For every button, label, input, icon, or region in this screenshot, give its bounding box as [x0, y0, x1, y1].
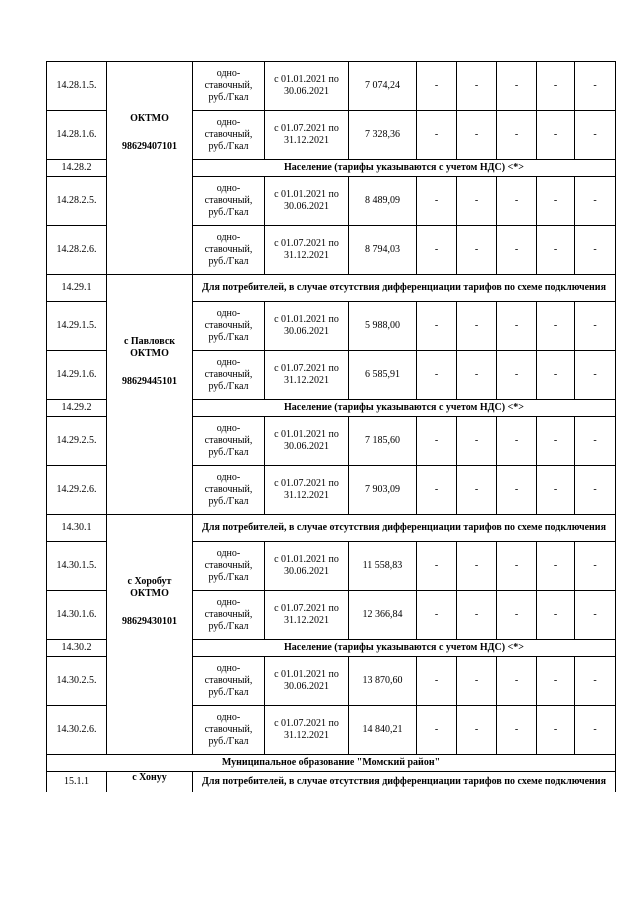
empty-cell: - — [457, 226, 497, 275]
tariff-period: с 01.01.2021 по 30.06.2021 — [265, 62, 349, 111]
settlement-cell — [107, 62, 193, 275]
empty-cell: - — [497, 417, 537, 466]
empty-cell: - — [497, 111, 537, 160]
empty-cell: - — [497, 542, 537, 591]
row-code: 14.29.1.6. — [47, 351, 107, 400]
table-row — [47, 275, 616, 302]
empty-cell: - — [537, 466, 575, 515]
empty-cell: - — [457, 62, 497, 111]
tariff-kind: одно-ставочный, руб./Гкал — [193, 657, 265, 706]
empty-cell: - — [575, 466, 616, 515]
empty-cell: - — [417, 542, 457, 591]
row-code: 14.29.2.6. — [47, 466, 107, 515]
tariff-value: 14 840,21 — [349, 706, 417, 755]
category-header: Население (тарифы указываются с учетом НДС) <*> — [193, 160, 616, 177]
row-code: 14.30.1.5. — [47, 542, 107, 591]
row-code: 15.1.1 — [47, 772, 107, 793]
empty-cell: - — [497, 591, 537, 640]
empty-cell: - — [575, 706, 616, 755]
row-code: 14.29.1.5. — [47, 302, 107, 351]
empty-cell: - — [457, 177, 497, 226]
oktmo-label: ОКТМО — [130, 347, 169, 359]
empty-cell: - — [537, 657, 575, 706]
empty-cell: - — [497, 302, 537, 351]
tariff-period: с 01.01.2021 по 30.06.2021 — [265, 657, 349, 706]
empty-cell: - — [497, 657, 537, 706]
table-row — [47, 62, 616, 111]
empty-cell: - — [575, 226, 616, 275]
table-row — [47, 515, 616, 542]
empty-cell: - — [537, 706, 575, 755]
category-header: Для потребителей, в случае отсутствия дифференциации тарифов по схеме подключения — [193, 515, 616, 542]
empty-cell: - — [417, 62, 457, 111]
oktmo-label: ОКТМО — [130, 587, 169, 599]
row-code: 14.28.1.5. — [47, 62, 107, 111]
tariff-value: 12 366,84 — [349, 591, 417, 640]
settlement-cell — [107, 275, 193, 515]
empty-cell: - — [575, 591, 616, 640]
empty-cell: - — [417, 302, 457, 351]
category-header: Для потребителей, в случае отсутствия дифференциации тарифов по схеме подключения — [193, 275, 616, 302]
category-header: Для потребителей, в случае отсутствия дифференциации тарифов по схеме подключения — [193, 772, 616, 793]
empty-cell: - — [537, 177, 575, 226]
oktmo-code: 98629407101 — [122, 141, 177, 152]
tariff-period: с 01.07.2021 по 31.12.2021 — [265, 466, 349, 515]
tariff-value: 8 489,09 — [349, 177, 417, 226]
empty-cell: - — [417, 591, 457, 640]
tariff-kind: одно-ставочный, руб./Гкал — [193, 542, 265, 591]
empty-cell: - — [537, 226, 575, 275]
tariff-kind: одно-ставочный, руб./Гкал — [193, 706, 265, 755]
empty-cell: - — [457, 466, 497, 515]
tariff-period: с 01.07.2021 по 31.12.2021 — [265, 351, 349, 400]
empty-cell: - — [497, 466, 537, 515]
row-code: 14.28.2 — [47, 160, 107, 177]
settlement-name: с Хонуу — [132, 772, 167, 783]
tariff-kind: одно-ставочный, руб./Гкал — [193, 466, 265, 515]
empty-cell: - — [417, 111, 457, 160]
row-code: 14.29.2 — [47, 400, 107, 417]
spacer — [108, 360, 191, 376]
empty-cell: - — [575, 351, 616, 400]
empty-cell: - — [537, 111, 575, 160]
empty-cell: - — [537, 417, 575, 466]
tariff-value: 13 870,60 — [349, 657, 417, 706]
settlement-name: с Павловск — [123, 335, 176, 347]
empty-cell: - — [575, 111, 616, 160]
tariff-kind: одно-ставочный, руб./Гкал — [193, 111, 265, 160]
empty-cell: - — [417, 466, 457, 515]
row-code: 14.28.1.6. — [47, 111, 107, 160]
empty-cell: - — [417, 177, 457, 226]
tariff-value: 7 185,60 — [349, 417, 417, 466]
tariff-kind: одно-ставочный, руб./Гкал — [193, 417, 265, 466]
empty-cell: - — [457, 706, 497, 755]
tariff-period: с 01.07.2021 по 31.12.2021 — [265, 591, 349, 640]
row-code: 14.29.1 — [47, 275, 107, 302]
settlement-name: с Хоробут — [127, 575, 172, 587]
empty-cell: - — [575, 62, 616, 111]
empty-cell: - — [575, 657, 616, 706]
tariff-kind: одно-ставочный, руб./Гкал — [193, 62, 265, 111]
oktmo-code: 98629445101 — [122, 375, 177, 387]
empty-cell: - — [497, 351, 537, 400]
empty-cell: - — [417, 417, 457, 466]
table-row — [47, 772, 616, 793]
row-code: 14.30.2 — [47, 640, 107, 657]
empty-cell: - — [497, 706, 537, 755]
tariff-period: с 01.07.2021 по 31.12.2021 — [265, 706, 349, 755]
empty-cell: - — [537, 542, 575, 591]
empty-cell: - — [457, 417, 497, 466]
tariff-period: с 01.07.2021 по 31.12.2021 — [265, 111, 349, 160]
table-row — [47, 755, 616, 772]
empty-cell: - — [457, 542, 497, 591]
category-header: Население (тарифы указываются с учетом НДС) <*> — [193, 400, 616, 417]
row-code: 14.30.2.5. — [47, 657, 107, 706]
tariff-value: 5 988,00 — [349, 302, 417, 351]
empty-cell: - — [457, 657, 497, 706]
empty-cell: - — [537, 351, 575, 400]
empty-cell: - — [457, 111, 497, 160]
empty-cell: - — [417, 657, 457, 706]
oktmo-label: ОКТМО — [130, 113, 169, 124]
tariff-value: 6 585,91 — [349, 351, 417, 400]
empty-cell: - — [457, 351, 497, 400]
empty-cell: - — [497, 62, 537, 111]
tariff-kind: одно-ставочный, руб./Гкал — [193, 351, 265, 400]
empty-cell: - — [457, 302, 497, 351]
row-code: 14.29.2.5. — [47, 417, 107, 466]
empty-cell: - — [575, 417, 616, 466]
empty-cell: - — [417, 351, 457, 400]
tariff-period: с 01.01.2021 по 30.06.2021 — [265, 542, 349, 591]
empty-cell: - — [575, 542, 616, 591]
empty-cell: - — [417, 706, 457, 755]
tariff-kind: одно-ставочный, руб./Гкал — [193, 591, 265, 640]
tariff-value: 11 558,83 — [349, 542, 417, 591]
spacer — [108, 125, 191, 141]
tariff-period: с 01.01.2021 по 30.06.2021 — [265, 417, 349, 466]
empty-cell: - — [497, 226, 537, 275]
tariff-value: 7 074,24 — [349, 62, 417, 111]
spacer — [108, 600, 191, 616]
empty-cell: - — [457, 591, 497, 640]
section-title: Муниципальное образование "Момский район" — [47, 755, 616, 772]
empty-cell: - — [537, 591, 575, 640]
row-code: 14.30.1.6. — [47, 591, 107, 640]
tariff-kind: одно-ставочный, руб./Гкал — [193, 177, 265, 226]
tariff-kind: одно-ставочный, руб./Гкал — [193, 226, 265, 275]
settlement-cell — [107, 772, 193, 793]
empty-cell: - — [575, 302, 616, 351]
tariff-value: 8 794,03 — [349, 226, 417, 275]
tariff-table-body — [47, 62, 616, 793]
empty-cell: - — [497, 177, 537, 226]
row-code: 14.30.1 — [47, 515, 107, 542]
oktmo-code: 98629430101 — [122, 615, 177, 627]
empty-cell: - — [537, 62, 575, 111]
empty-cell: - — [417, 226, 457, 275]
settlement-cell — [107, 515, 193, 755]
tariff-period: с 01.01.2021 по 30.06.2021 — [265, 302, 349, 351]
row-code: 14.28.2.6. — [47, 226, 107, 275]
tariff-period: с 01.01.2021 по 30.06.2021 — [265, 177, 349, 226]
row-code: 14.30.2.6. — [47, 706, 107, 755]
tariff-table — [46, 61, 616, 792]
tariff-kind: одно-ставочный, руб./Гкал — [193, 302, 265, 351]
tariff-period: с 01.07.2021 по 31.12.2021 — [265, 226, 349, 275]
tariff-value: 7 328,36 — [349, 111, 417, 160]
tariff-value: 7 903,09 — [349, 466, 417, 515]
category-header: Население (тарифы указываются с учетом НДС) <*> — [193, 640, 616, 657]
empty-cell: - — [537, 302, 575, 351]
row-code: 14.28.2.5. — [47, 177, 107, 226]
empty-cell: - — [575, 177, 616, 226]
